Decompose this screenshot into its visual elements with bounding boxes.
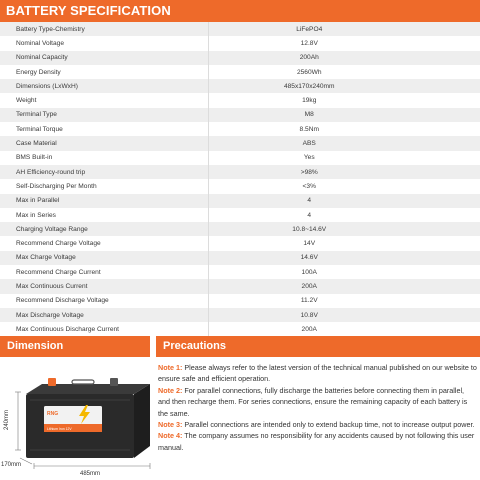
table-row [0, 65, 480, 79]
width-dimension-line [20, 458, 32, 464]
table-row [0, 279, 480, 293]
table-row [0, 108, 480, 122]
spec-value: 10.8V [300, 311, 318, 319]
note-text: Please always refer to the latest version of the technical manual published on our website to ensure safe and efficient operation. [158, 363, 477, 384]
note-item [158, 362, 478, 385]
spec-label: Recommend Charge Current [0, 265, 208, 279]
table-row [0, 294, 480, 308]
table-row [0, 308, 480, 322]
spec-label: AH Efficiency-round trip [0, 165, 208, 179]
table-row [0, 79, 480, 93]
table-row [0, 165, 480, 179]
spec-label: Charging Voltage Range [0, 222, 208, 236]
battery-panel-text: Lithium Iron 12V [47, 427, 72, 431]
spec-label: Recommend Discharge Voltage [0, 294, 208, 308]
dimension-diagram [0, 358, 154, 480]
table-row [0, 265, 480, 279]
spec-label: Max in Parallel [0, 194, 208, 208]
spec-value: <3% [302, 182, 316, 190]
note-label: Note 2: [158, 385, 183, 395]
spec-value: 2560Wh [296, 68, 322, 76]
spec-label: Max Discharge Voltage [0, 308, 208, 322]
table-row [0, 179, 480, 193]
spec-value: 200Ah [299, 54, 319, 62]
spec-label: Terminal Torque [0, 122, 208, 136]
spec-label: Energy Density [0, 65, 208, 79]
spec-label: Battery Type-Chemistry [0, 22, 208, 36]
spec-value: 4 [307, 197, 312, 205]
spec-value: 14V [303, 240, 316, 248]
spec-value: 14.6V [300, 254, 318, 262]
table-row [0, 51, 480, 65]
spec-value: 100A [301, 268, 317, 276]
note-label: Note 4: [158, 431, 183, 441]
spec-label: Weight [0, 93, 208, 107]
length-label: 485mm [80, 471, 101, 477]
spec-label: Case Material [0, 136, 208, 150]
table-row [0, 222, 480, 236]
spec-value: >98% [300, 168, 318, 176]
spec-header: BATTERY SPECIFICATION [0, 0, 480, 22]
table-row [0, 36, 480, 50]
note-item [158, 419, 478, 430]
dimension-header: Dimension [0, 336, 150, 357]
spec-value: 11.2V [300, 297, 318, 305]
spec-label: Max Continuous Discharge Current [0, 322, 208, 336]
spec-value: Yes [303, 154, 315, 162]
spec-value: 19kg [302, 97, 317, 105]
note-text: The company assumes no responsibility for any accidents caused by not following this user manual. [158, 431, 475, 452]
height-label: 240mm [4, 409, 10, 430]
table-row [0, 22, 480, 36]
spec-value: 10.8~14.6V [292, 225, 327, 233]
table-row [0, 208, 480, 222]
negative-terminal [110, 378, 118, 386]
note-text: For parallel connections, fully discharge the batteries before connecting them in parallel, and then recharge them. For series connections, ensure the remaining capacity of each battery is the same. [158, 385, 468, 418]
table-row [0, 251, 480, 265]
table-row [0, 122, 480, 136]
spec-table [0, 22, 480, 337]
spec-value: 4 [307, 211, 312, 219]
spec-label: Self-Discharging Per Month [0, 179, 208, 193]
spec-label: Terminal Type [0, 108, 208, 122]
width-label: 170mm [1, 462, 22, 468]
note-text: Parallel connections are intended only to extend backup time, not to increase output power. [182, 420, 475, 430]
spec-label: Max Charge Voltage [0, 251, 208, 265]
spec-value: M8 [304, 111, 314, 119]
battery-side [134, 384, 150, 458]
spec-label: Max Continuous Current [0, 279, 208, 293]
battery-top [26, 384, 150, 394]
table-row [0, 151, 480, 165]
note-item [158, 430, 478, 453]
spec-label: Recommend Charge Voltage [0, 236, 208, 250]
table-row [0, 322, 480, 336]
spec-label: BMS Built-in [0, 151, 208, 165]
spec-value: 8.5Nm [299, 125, 319, 133]
battery-illustration [0, 358, 154, 480]
spec-value: 12.8V [300, 39, 318, 47]
spec-value: ABS [302, 140, 316, 148]
table-row [0, 93, 480, 107]
spec-label: Nominal Voltage [0, 36, 208, 50]
spec-value: 200A [301, 282, 317, 290]
note-item [158, 385, 478, 419]
note-label: Note 3: [158, 420, 183, 430]
positive-terminal [48, 378, 56, 386]
precautions-notes [158, 362, 478, 453]
precautions-header: Precautions [156, 336, 480, 357]
spec-value: 200A [301, 325, 317, 333]
spec-label: Nominal Capacity [0, 51, 208, 65]
carry-handle [72, 380, 94, 384]
table-row [0, 136, 480, 150]
battery-brand: RNG [47, 411, 59, 417]
table-row [0, 194, 480, 208]
spec-value: 485x170x240mm [283, 82, 335, 90]
spec-label: Max in Series [0, 208, 208, 222]
table-row [0, 236, 480, 250]
spec-value: LiFePO4 [296, 25, 323, 33]
note-label: Note 1: [158, 363, 183, 372]
spec-label: Dimensions (LxWxH) [0, 79, 208, 93]
